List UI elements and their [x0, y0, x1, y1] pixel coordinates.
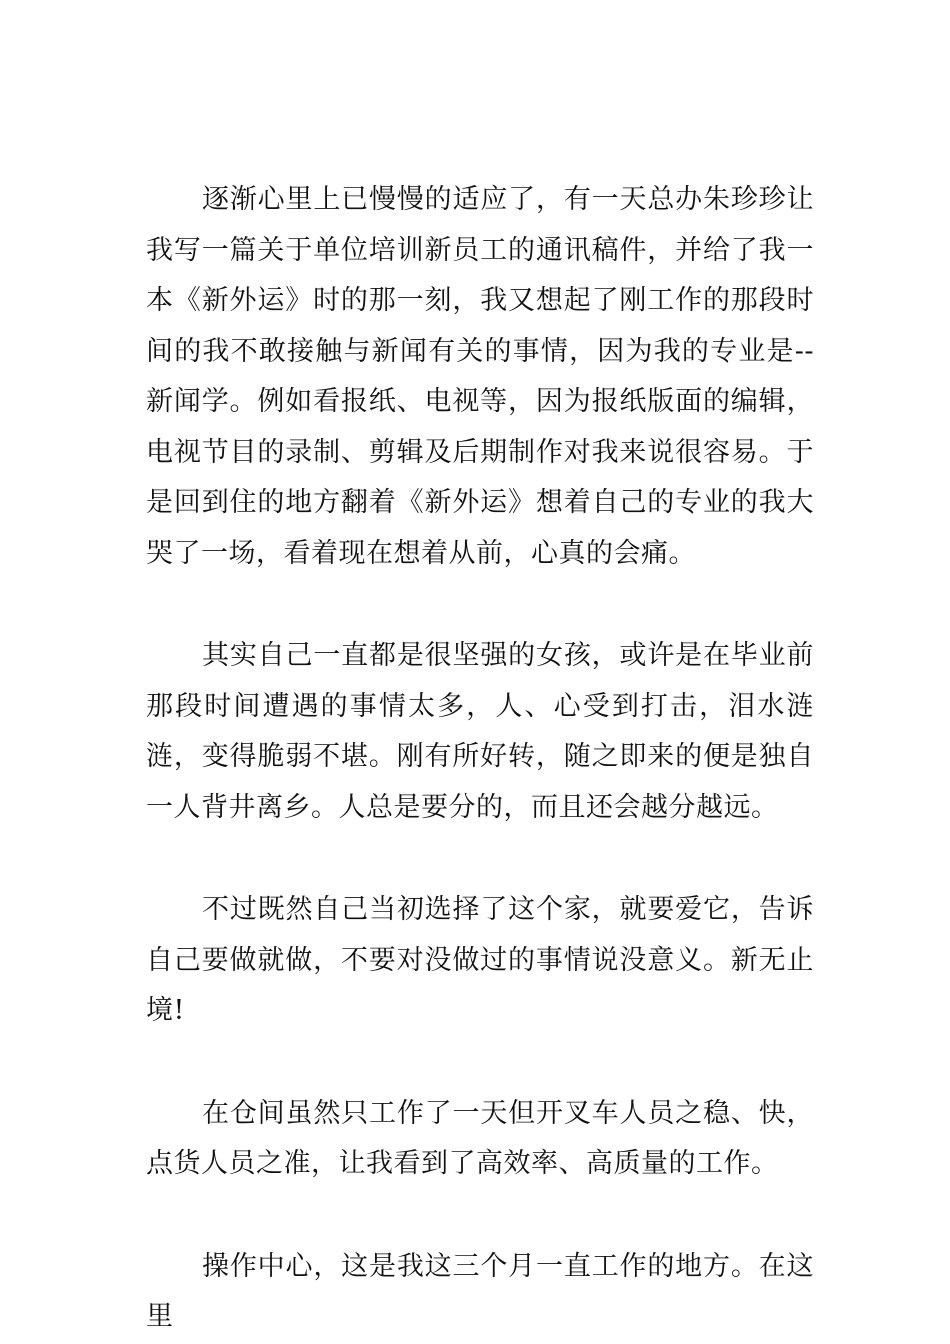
paragraph-2: 其实自己一直都是很坚强的女孩，或许是在毕业前那段时间遭遇的事情太多，人、心受到打击，泪水涟涟，变得脆弱不堪。刚有所好转，随之即来的便是独自一人背井离乡。人总是要分的，而且还会越分越远。 — [146, 640, 814, 823]
document-body — [146, 175, 814, 1343]
paragraph-3: 不过既然自己当初选择了这个家，就要爱它，告诉自己要做就做，不要对没做过的事情说没意义。新无止境! — [146, 894, 814, 1026]
paragraph-5: 操作中心，这是我这三个月一直工作的地方。在这里 — [146, 1250, 814, 1332]
paragraph-1: 逐渐心里上已慢慢的适应了，有一天总办朱珍珍让我写一篇关于单位培训新员工的通讯稿件，并给了我一本《新外运》时的那一刻，我又想起了刚工作的那段时间的我不敢接触与新闻有关的事情，因为我的专业是--新闻学。例如看报纸、电视等，因为报纸版面的编辑，电视节目的录制、剪辑及后期制作对我来说很容易。于是回到住的地方翻着《新外运》想着自己的专业的我大哭了一场，看着现在想着从前，心真的会痛。 — [146, 184, 814, 569]
paragraph-4: 在仓间虽然只工作了一天但开叉车人员之稳、快，点货人员之准，让我看到了高效率、高质量的工作。 — [146, 1097, 814, 1179]
